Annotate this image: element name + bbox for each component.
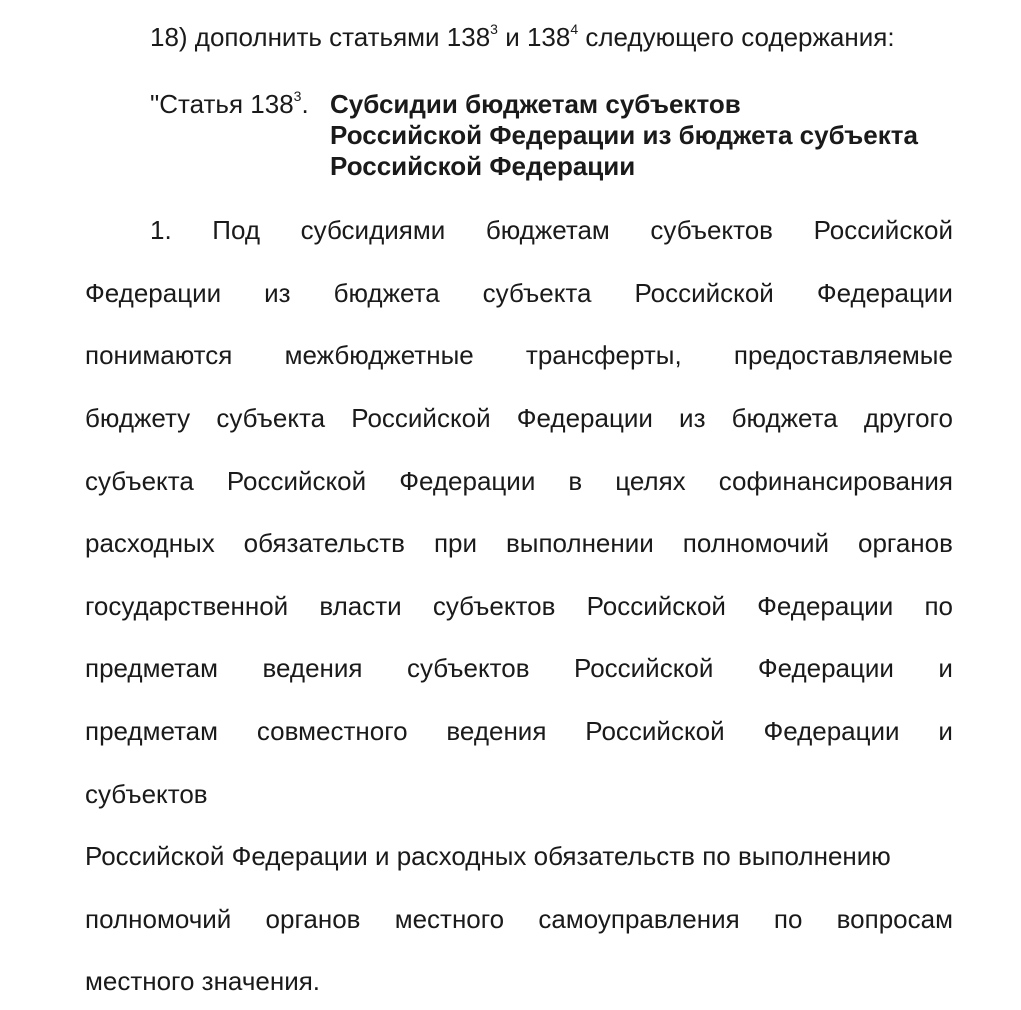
paragraph-word: из xyxy=(679,403,706,433)
article-title-line: Субсидии бюджетам субъектов xyxy=(330,89,741,119)
paragraph-word: Российской xyxy=(574,653,714,683)
paragraph-line xyxy=(85,340,953,370)
paragraph-word: предметам xyxy=(85,716,219,746)
paragraph-line xyxy=(85,904,953,934)
paragraph-word: власти xyxy=(319,591,402,621)
article-label xyxy=(150,89,309,119)
article-title-line: Российской Федерации xyxy=(330,151,636,181)
paragraph-word: целях xyxy=(615,466,686,496)
paragraph-word: бюджетам xyxy=(485,215,610,245)
paragraph-word: обязательств xyxy=(243,528,405,558)
paragraph-line xyxy=(85,591,953,621)
paragraph-word: субъекта xyxy=(482,278,592,308)
paragraph-line xyxy=(85,716,953,746)
paragraph-word: и xyxy=(938,716,953,746)
paragraph-word: предметам xyxy=(85,653,219,683)
paragraph-word: Федерации xyxy=(816,278,953,308)
paragraph-word: Под xyxy=(212,215,261,245)
paragraph-word: и xyxy=(938,653,953,683)
paragraph-word: по xyxy=(773,904,803,934)
paragraph-word: межбюджетные xyxy=(284,340,474,370)
paragraph-word: самоуправления xyxy=(538,904,740,934)
paragraph-word: Федерации xyxy=(757,653,894,683)
paragraph-line: субъектов xyxy=(85,779,208,809)
paragraph-word: Федерации xyxy=(516,403,653,433)
article-label-suffix: . xyxy=(301,89,309,119)
paragraph-line xyxy=(85,528,953,558)
paragraph-word: полномочий xyxy=(682,528,830,558)
paragraph-word: субъектов xyxy=(650,215,773,245)
paragraph-word: органов xyxy=(265,904,361,934)
paragraph-word: полномочий xyxy=(85,904,232,934)
paragraph-word: другого xyxy=(863,403,953,433)
paragraph-word: вопросам xyxy=(836,904,953,934)
article-label-prefix: "Статья 138 xyxy=(150,89,294,119)
paragraph-word: бюджета xyxy=(333,278,440,308)
article-title xyxy=(330,89,918,182)
paragraph-word: Федерации xyxy=(85,278,222,308)
paragraph-word: бюджету xyxy=(85,403,191,433)
paragraph-line xyxy=(85,278,953,308)
paragraph-line xyxy=(85,466,953,496)
paragraph-word: субсидиями xyxy=(300,215,446,245)
paragraph-word: ведения xyxy=(446,716,547,746)
intro-middle: и 138 xyxy=(497,22,571,52)
paragraph-line: Российской Федерации и расходных обязательств по выполнению xyxy=(85,841,891,871)
paragraph-line xyxy=(150,215,953,245)
paragraph-word: по xyxy=(924,591,953,621)
paragraph-word: в xyxy=(568,466,583,496)
article-label-sup: 3 xyxy=(293,88,302,104)
paragraph-line: местного значения. xyxy=(85,966,321,996)
intro-sup-1: 3 xyxy=(490,21,498,37)
paragraph-word: Российской xyxy=(226,466,367,496)
paragraph-word: 1. xyxy=(150,215,172,245)
intro-sup-2: 4 xyxy=(570,21,579,37)
paragraph-word: субъектов xyxy=(406,653,530,683)
paragraph-word: бюджета xyxy=(731,403,838,433)
paragraph-word: ведения xyxy=(262,653,363,683)
paragraph-word: трансферты, xyxy=(525,340,682,370)
paragraph-word: Федерации xyxy=(399,466,536,496)
paragraph-word: субъекта xyxy=(85,466,194,496)
paragraph-line xyxy=(85,653,953,683)
intro-suffix: следующего содержания: xyxy=(578,22,895,52)
paragraph-word: органов xyxy=(858,528,953,558)
paragraph-word: Российской xyxy=(585,716,725,746)
paragraph-word: расходных xyxy=(85,528,215,558)
paragraph-word: из xyxy=(264,278,291,308)
paragraph-word: Российской xyxy=(351,403,491,433)
paragraph-word: государственной xyxy=(85,591,289,621)
paragraph-word: Российской xyxy=(634,278,774,308)
paragraph-word: Федерации xyxy=(763,716,900,746)
paragraph-word: Российской xyxy=(586,591,726,621)
paragraph-word: Российской xyxy=(813,215,953,245)
paragraph-word: предоставляемые xyxy=(733,340,953,370)
paragraph-word: понимаются xyxy=(85,340,233,370)
paragraph-word: совместного xyxy=(256,716,408,746)
article-title-line: Российской Федерации из бюджета субъекта xyxy=(330,120,918,150)
paragraph-word: субъектов xyxy=(432,591,556,621)
paragraph-word: Федерации xyxy=(757,591,894,621)
paragraph-word: субъекта xyxy=(216,403,326,433)
paragraph-word: выполнении xyxy=(505,528,654,558)
paragraph-line xyxy=(85,403,953,433)
paragraph-word: местного xyxy=(394,904,505,934)
paragraph-word: при xyxy=(433,528,477,558)
paragraph-word: софинансирования xyxy=(718,466,953,496)
amendment-intro xyxy=(150,22,895,52)
intro-prefix: 18) дополнить статьями 138 xyxy=(150,22,491,52)
